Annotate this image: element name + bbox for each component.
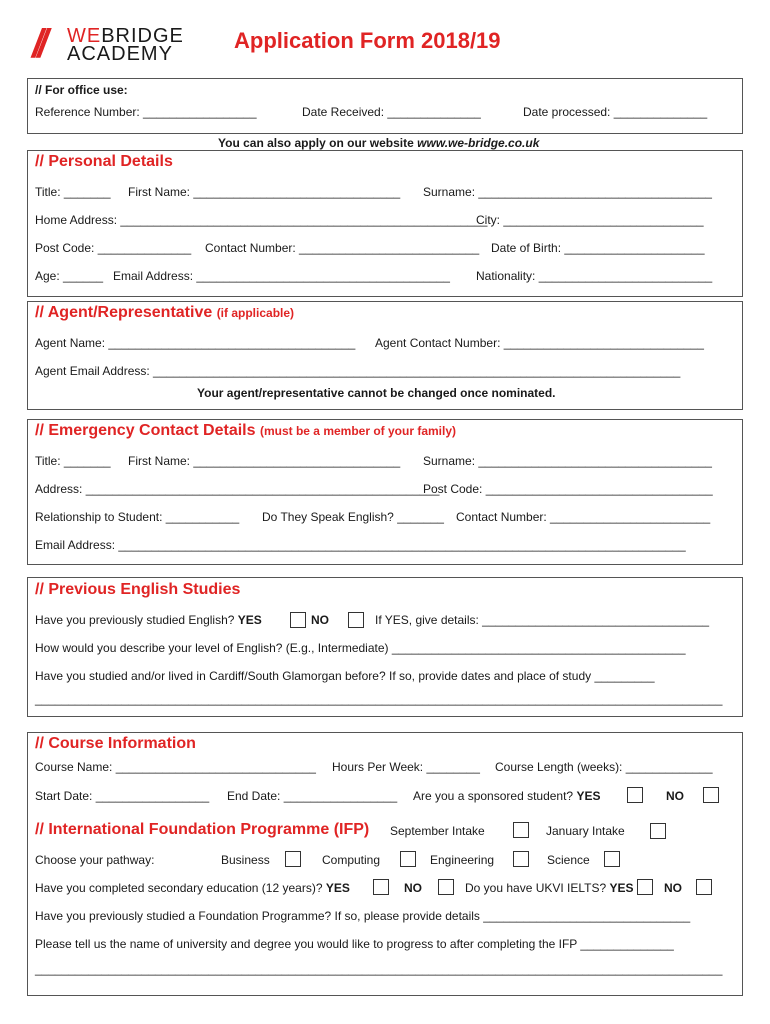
age-field[interactable]: Age: ______: [35, 269, 104, 283]
personal-post-code-field[interactable]: Post Code: ______________: [35, 241, 192, 255]
emergency-surname-field[interactable]: Surname: ___________________________________: [423, 454, 712, 468]
agent-name-field[interactable]: Agent Name: _____________________________________: [35, 336, 356, 350]
ukvi-no-label: NO: [664, 881, 682, 895]
emergency-heading-text: // Emergency Contact Details: [35, 422, 256, 439]
logo-slash: //: [32, 22, 43, 66]
emergency-email-field[interactable]: Email Address: _____________________________________________________________________________________: [35, 538, 686, 552]
speak-english-field[interactable]: Do They Speak English? _______: [262, 510, 444, 524]
studied-english-no-checkbox[interactable]: [348, 612, 364, 628]
emergency-title-field[interactable]: Title: _______: [35, 454, 111, 468]
english-level-field[interactable]: How would you describe your level of English? (E.g., Intermediate) ____________________________________________: [35, 641, 686, 655]
engineering-label: Engineering: [430, 853, 495, 867]
website-note-text: You can also apply on our website: [218, 136, 418, 150]
office-use-heading: // For office use:: [35, 83, 128, 97]
january-intake-label: January Intake: [546, 824, 625, 838]
home-address-field[interactable]: Home Address: _______________________________________________________: [35, 213, 488, 227]
computing-label: Computing: [322, 853, 381, 867]
personal-surname-field[interactable]: Surname: ___________________________________: [423, 185, 712, 199]
engineering-checkbox[interactable]: [513, 851, 529, 867]
ifp-heading: // International Foundation Programme (IFP): [35, 821, 370, 838]
logo-bridge: BRIDGE: [101, 25, 184, 47]
secondary-yes-label: YES: [325, 881, 350, 895]
emergency-contact-number-field[interactable]: Contact Number: ________________________: [456, 510, 711, 524]
hours-per-week-field[interactable]: Hours Per Week: ________: [332, 760, 480, 774]
studied-english-no-label: NO: [311, 613, 329, 627]
agent-contact-number-field[interactable]: Agent Contact Number: ______________________________: [375, 336, 704, 350]
agent-email-field[interactable]: Agent Email Address: _______________________________________________________________________________: [35, 364, 681, 378]
science-checkbox[interactable]: [604, 851, 620, 867]
secondary-yes-checkbox[interactable]: [373, 879, 389, 895]
ukvi-text: Do you have UKVI IELTS?: [465, 881, 610, 895]
previous-english-heading: // Previous English Studies: [35, 581, 241, 598]
relationship-field[interactable]: Relationship to Student: ___________: [35, 510, 240, 524]
form-title: Application Form 2018/19: [234, 28, 501, 53]
secondary-question: [35, 881, 350, 895]
secondary-text: Have you completed secondary education (12 years)?: [35, 881, 326, 895]
ukvi-yes-checkbox[interactable]: [637, 879, 653, 895]
personal-email-field[interactable]: Email Address: ______________________________________: [113, 269, 450, 283]
secondary-no-label: NO: [404, 881, 422, 895]
business-checkbox[interactable]: [285, 851, 301, 867]
emergency-heading-note: (must be a member of your family): [259, 424, 457, 438]
cardiff-answer-line[interactable]: _______________________________________________________________________________________________________: [35, 692, 723, 706]
reference-number-field[interactable]: Reference Number: _________________: [35, 105, 257, 119]
ukvi-no-checkbox[interactable]: [696, 879, 712, 895]
course-heading: // Course Information: [35, 735, 196, 752]
business-label: Business: [221, 853, 270, 867]
logo-academy: ACADEMY: [67, 43, 173, 65]
date-processed-field[interactable]: Date processed: ______________: [523, 105, 708, 119]
progress-question-field[interactable]: Please tell us the name of university and degree you would like to progress to after completing the IFP ______________: [35, 937, 674, 951]
foundation-question-field[interactable]: Have you previously studied a Foundation Programme? If so, please provide details _______________________________: [35, 909, 691, 923]
studied-english-yes-label: YES: [237, 613, 262, 627]
website-link[interactable]: www.we-bridge.co.uk: [417, 136, 540, 150]
city-field[interactable]: City: ______________________________: [476, 213, 704, 227]
sponsored-no-checkbox[interactable]: [703, 787, 719, 803]
sponsored-yes-label: YES: [576, 789, 601, 803]
september-intake-label: September Intake: [390, 824, 485, 838]
september-intake-checkbox[interactable]: [513, 822, 529, 838]
cardiff-question-field[interactable]: Have you studied and/or lived in Cardiff/South Glamorgan before? If so, provide dates and place of study _________: [35, 669, 655, 683]
studied-english-yes-checkbox[interactable]: [290, 612, 306, 628]
studied-english-text: Have you previously studied English?: [35, 613, 238, 627]
agent-heading-text: // Agent/Representative: [35, 304, 213, 321]
studied-english-question: [35, 613, 262, 627]
computing-checkbox[interactable]: [400, 851, 416, 867]
agent-heading-note: (if applicable): [216, 306, 295, 320]
start-date-field[interactable]: Start Date: _________________: [35, 789, 210, 803]
nationality-field[interactable]: Nationality: __________________________: [476, 269, 713, 283]
agent-notice: Your agent/representative cannot be changed once nominated.: [197, 386, 556, 400]
pathway-label: Choose your pathway:: [35, 853, 155, 867]
date-received-field[interactable]: Date Received: ______________: [302, 105, 481, 119]
logo-we: WE: [67, 25, 102, 47]
personal-details-heading: // Personal Details: [35, 153, 173, 170]
agent-heading: [35, 304, 294, 322]
emergency-heading: [35, 422, 456, 440]
personal-contact-number-field[interactable]: Contact Number: ___________________________: [205, 241, 480, 255]
date-of-birth-field[interactable]: Date of Birth: _____________________: [491, 241, 705, 255]
sponsored-question: [413, 789, 600, 803]
website-note: [218, 136, 539, 150]
personal-first-name-field[interactable]: First Name: _______________________________: [128, 185, 401, 199]
sponsored-no-label: NO: [666, 789, 684, 803]
sponsored-text: Are you a sponsored student?: [413, 789, 577, 803]
course-name-field[interactable]: Course Name: ______________________________: [35, 760, 316, 774]
progress-answer-line[interactable]: _______________________________________________________________________________________________________: [35, 962, 723, 976]
secondary-no-checkbox[interactable]: [438, 879, 454, 895]
science-label: Science: [547, 853, 590, 867]
emergency-address-field[interactable]: Address: _____________________________________________________: [35, 482, 440, 496]
sponsored-yes-checkbox[interactable]: [627, 787, 643, 803]
personal-title-field[interactable]: Title: _______: [35, 185, 111, 199]
emergency-first-name-field[interactable]: First Name: _______________________________: [128, 454, 401, 468]
if-yes-details-field[interactable]: If YES, give details: __________________________________: [375, 613, 710, 627]
end-date-field[interactable]: End Date: _________________: [227, 789, 398, 803]
course-length-field[interactable]: Course Length (weeks): _____________: [495, 760, 713, 774]
january-intake-checkbox[interactable]: [650, 823, 666, 839]
ukvi-yes-label: YES: [609, 881, 634, 895]
emergency-post-code-field[interactable]: Post Code: __________________________________: [423, 482, 713, 496]
ukvi-question: [465, 881, 634, 895]
